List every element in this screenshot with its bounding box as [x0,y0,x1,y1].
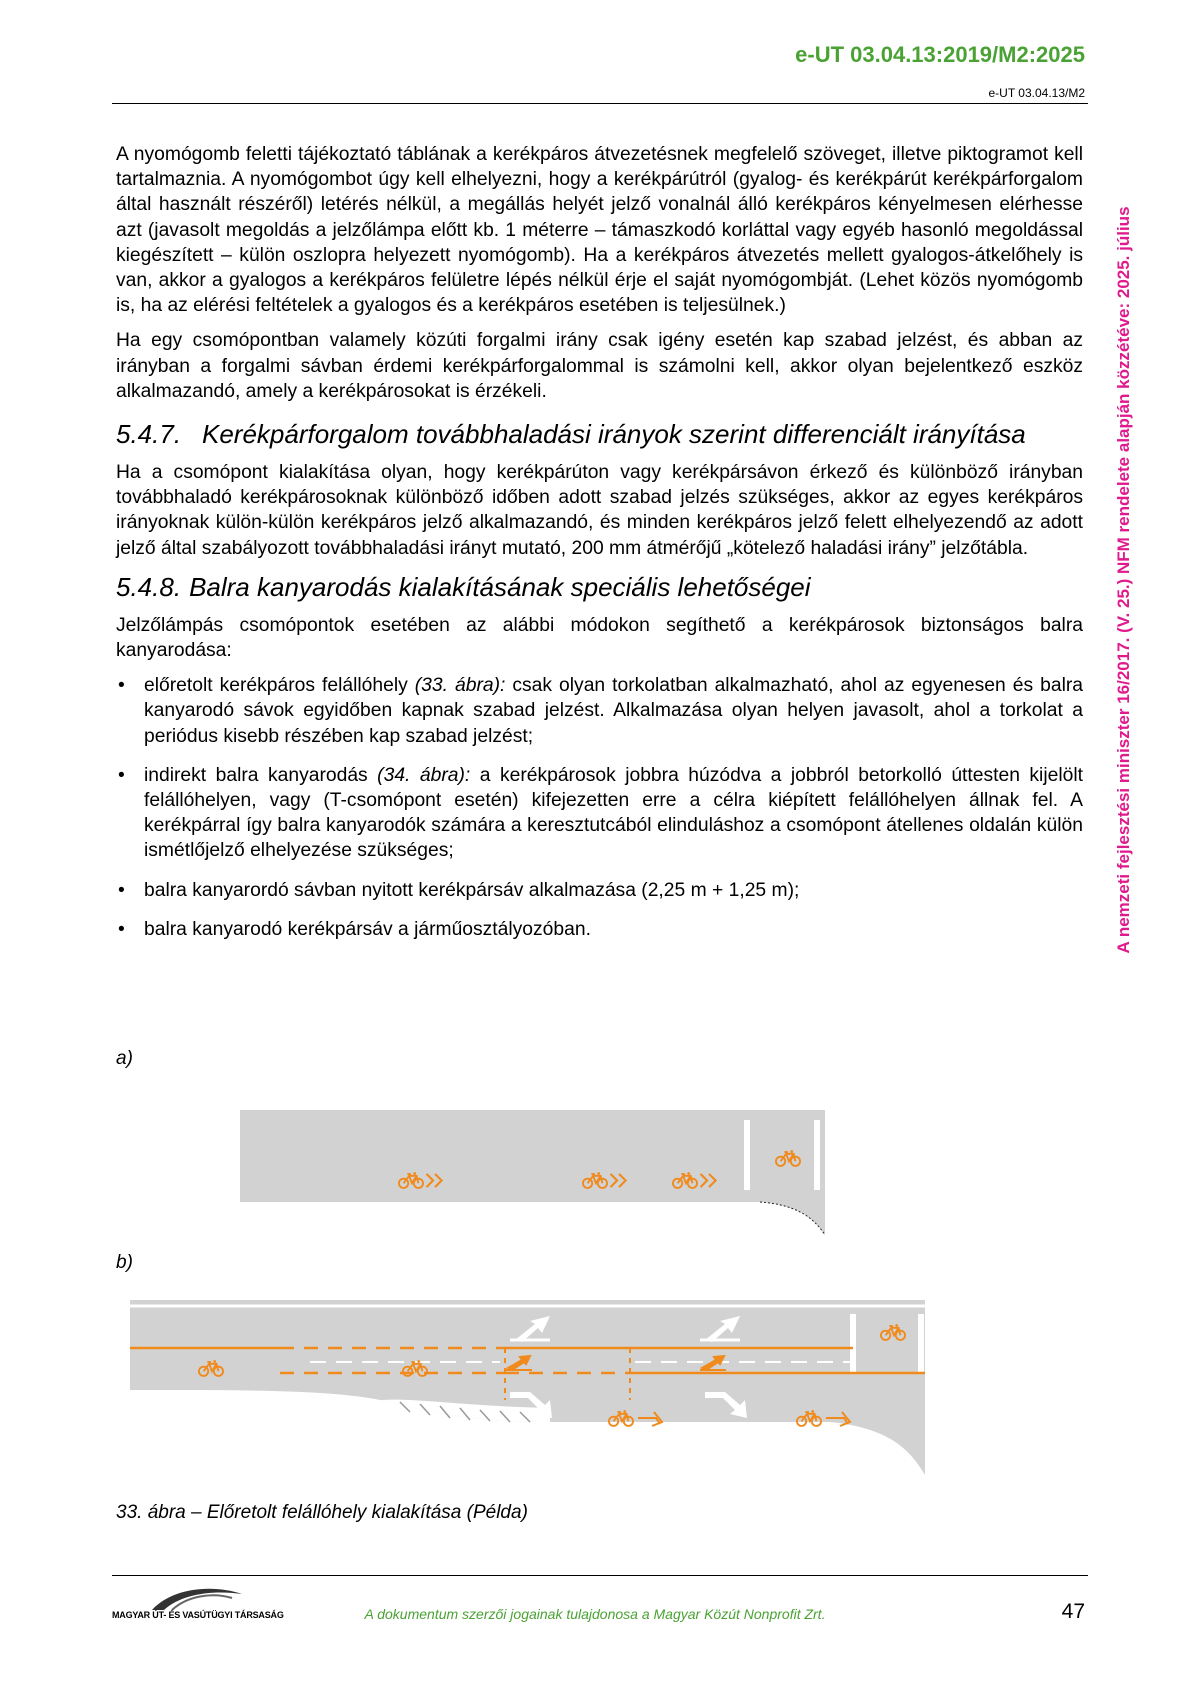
list-item [116,917,1083,942]
figure-a-road-diagram [240,1110,900,1240]
document-code: e-UT 03.04.13:2019/M2:2025 [795,42,1085,67]
figure-reference: (33. ábra): [414,675,506,697]
paragraph-detector: Ha egy csomópontban valamely közúti forgalmi irány csak igény esetén kap szabad jelzést, és abban az irányban a forgalmi sávban érdemi kerékpárforgalommal is számolni kell, akkor olyan bejelentkező eszköz alkalmazandó, amely a kerékpárosokat is érzékeli. [116,330,1083,402]
footer-divider [112,1575,1088,1576]
list-item-lead: balra kanyarordó sávban nyitott kerékpársáv alkalmazása (2,25 m + 1,25 m); [144,879,800,901]
paragraph-548-intro: Jelzőlámpás csomópontok esetében az alábbi módokon segíthető a kerékpárosok biztonságos balra kanyarodása: [116,614,1083,662]
section-title: Kerékpárforgalom továbbhaladási irányok szerint differenciált irányítása [202,419,1026,450]
stop-line [744,1120,750,1190]
figure-b-road-diagram [130,1300,960,1480]
figure-label-a: a) [116,1048,133,1069]
list-item-lead: előretolt kerékpáros felállóhely [144,675,415,697]
list-item [116,673,1083,749]
road-surface [240,1110,825,1235]
list-item-lead: indirekt balra kanyarodás [144,764,378,786]
list-item [116,763,1083,864]
copyright-notice: A dokumentum szerzői jogainak tulajdonosa a Magyar Közút Nonprofit Zrt. [364,1606,826,1622]
publication-side-note: A nemzeti fejlesztési miniszter 16/2017. (V. 25.) NFM rendelete alapján közzétéve: 2025. július [1114,206,1133,954]
section-number: 5.4.8. [116,571,182,602]
list-item-text: a kerékpárosok jobbra húzódva a jobbról betorkolló úttesten kijelölt felállóhelyen, vagy (T-csomópont esetén) kifejezetten erre a célra kiépített felállóhelyen állnak fel. A kerékpárral így balra kanyarodók számára a keresztutcából elinduláshoz a csomópont átellenes oldalán külön ismétlőjelző elhelyezése szükséges; [144,764,1083,862]
page-content [116,142,1083,956]
section-number: 5.4.7. [116,419,182,450]
advanced-stop-line [814,1120,820,1190]
figure-caption: 33. ábra – Előretolt felállóhely kialakítása (Példa) [116,1502,528,1523]
list-item [116,878,1083,903]
organization-name: MAGYAR ÚT- ÉS VASÚTÜGYI TÁRSASÁG [112,1610,284,1620]
header-divider [112,103,1088,104]
advanced-stop-line [918,1314,924,1374]
figure-reference: (34. ábra): [377,764,471,786]
list-item-text: csak olyan torkolatban alkalmazható, ahol az egyenesen és balra kanyarodó sávok egyidőben kapnak szabad jelzést. Alkalmazása olyan helyen javasolt, ahol a torkolat a periódus kisebb részében kap szabad jelzést; [144,675,1083,747]
figure-label-b: b) [116,1252,133,1273]
left-turn-options-list [116,673,1083,942]
section-title: Balra kanyarodás kialakításának speciális lehetőségei [189,571,811,602]
document-subcode: e-UT 03.04.13/M2 [988,86,1085,100]
page-number: 47 [1061,1600,1085,1623]
section-heading-547 [116,418,1083,450]
list-item-lead: balra kanyarodó kerékpársáv a járműosztályozóban. [144,918,591,940]
road-surface [130,1300,925,1475]
paragraph-pushbutton: A nyomógomb feletti tájékoztató táblának a kerékpáros átvezetésnek megfelelő szöveget, illetve piktogramot kell tartalmaznia. A nyomógombot úgy kell elhelyezni, hogy a kerékpárútról (gyalog- és kerékpárút kerékpárforgalom által használt részéről) letérés nélkül, a megállás helyét jelző vonalnál álló kerékpáros kényelmesen elérhesse azt (javasolt megoldás a jelzőlámpa előtt kb. 1 méterre – támaszkodó korláttal vagy egyéb hasonló megoldással kiegészített – külön oszlopra helyezett nyomógomb). Ha a kerékpáros átvezetés mellett gyalogos-átkelőhely is van, akkor a gyalogos a kerékpáros felületre lépés nélkül érje el saját nyomógombját. (Lehet közös nyomógomb is, ha az elérési feltételek a gyalogos és a kerékpáros esetében is teljesülnek.) [116,144,1083,317]
stop-line [850,1314,856,1374]
paragraph-547: Ha a csomópont kialakítása olyan, hogy kerékpárúton vagy kerékpársávon érkező és különböző irányban továbbhaladó kerékpárosoknak különböző időben adott szabad jelzés szükséges, akkor az egyes kerékpáros irányoknak külön-külön kerékpáros jelző alkalmazandó, és minden kerékpáros jelző felett elhelyezendő az adott jelző által szabályozott továbbhaladási irányt mutató, 200 mm átmérőjű „kötelező haladási irány” jelzőtábla. [116,462,1083,559]
section-heading-548 [116,571,1083,603]
